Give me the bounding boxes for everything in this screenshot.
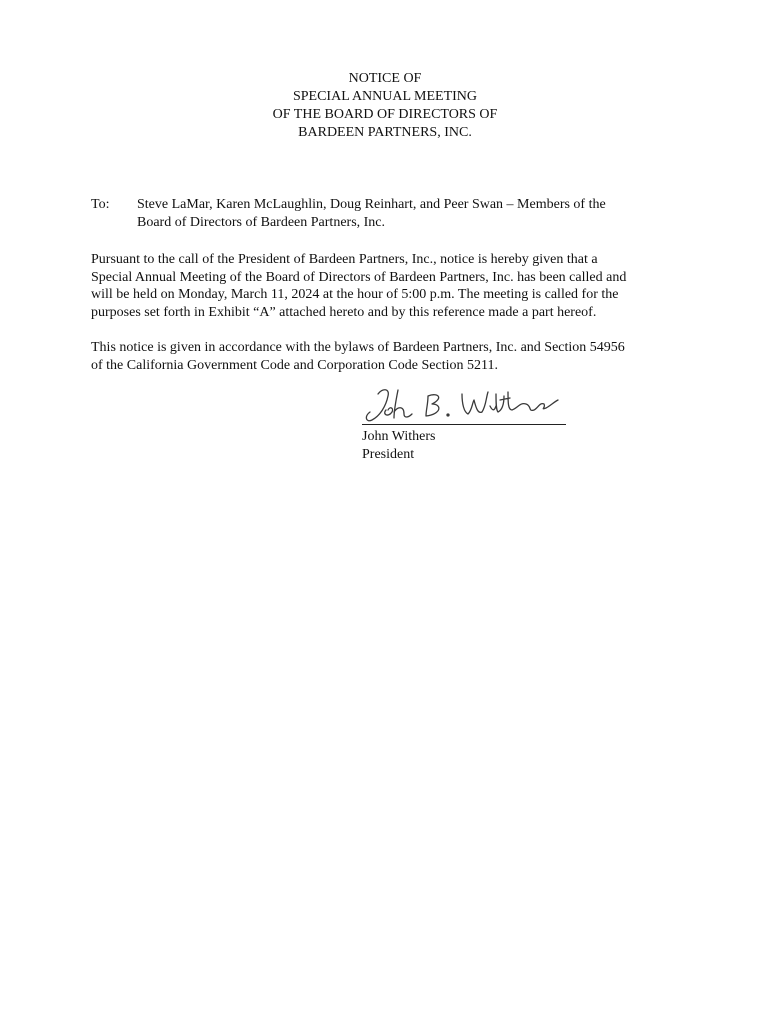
title-line-4: BARDEEN PARTNERS, INC. <box>298 125 472 140</box>
title-line-1: NOTICE OF <box>348 71 422 86</box>
recipients-text <box>137 196 677 232</box>
paragraph-line: of the California Government Code and Corporation Code Section 5211. <box>91 357 498 373</box>
bylaws-paragraph <box>91 339 681 374</box>
paragraph-line: Pursuant to the call of the President of Bardeen Partners, Inc., notice is hereby given that a <box>91 252 598 267</box>
recipients-line-1: Steve LaMar, Karen McLaughlin, Doug Reinhart, and Peer Swan – Members of the <box>137 197 606 212</box>
notice-title <box>0 70 770 142</box>
paragraph-line: purposes set forth in Exhibit “A” attached hereto and by this reference made a part hereof. <box>91 304 597 320</box>
title-line-2: SPECIAL ANNUAL MEETING <box>292 89 478 104</box>
signer-name: John Withers <box>362 429 436 444</box>
paragraph-line: This notice is given in accordance with the bylaws of Bardeen Partners, Inc. and Section 54956 <box>91 340 625 355</box>
to-label: To: <box>91 197 110 212</box>
paragraph-line: will be held on Monday, March 11, 2024 at the hour of 5:00 p.m. The meeting is called for the <box>91 287 619 302</box>
signature-line <box>362 424 566 425</box>
title-line-3: OF THE BOARD OF DIRECTORS OF <box>272 107 498 122</box>
signer-title: President <box>362 447 415 462</box>
recipients-line-2: Board of Directors of Bardeen Partners, Inc. <box>137 215 386 230</box>
paragraph-line: Special Annual Meeting of the Board of Directors of Bardeen Partners, Inc. has been called and <box>91 269 627 285</box>
meeting-paragraph <box>91 251 681 321</box>
signer-block <box>362 428 435 464</box>
